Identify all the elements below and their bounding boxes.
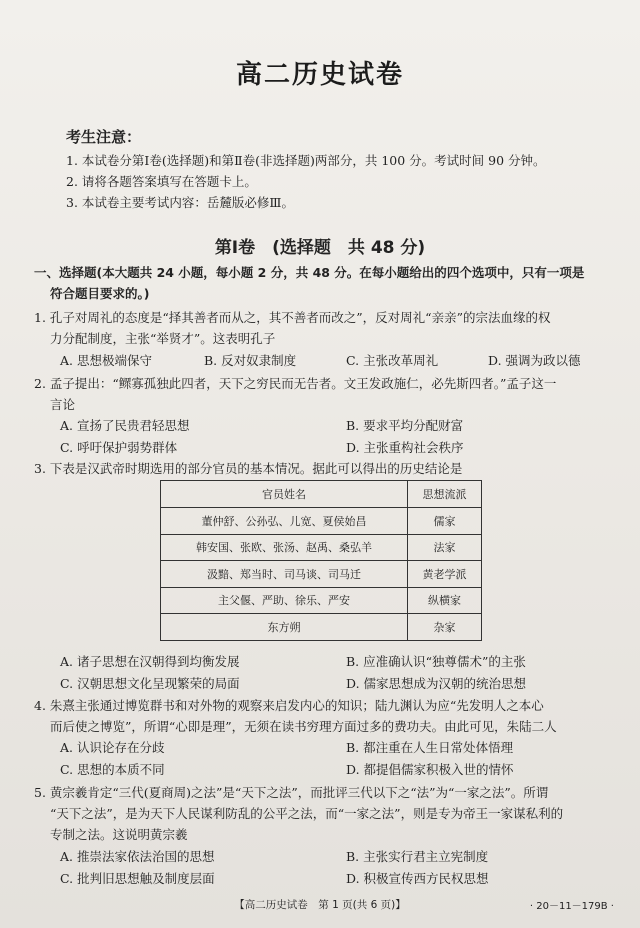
question-2-option-d: D. 主张重构社会秩序 [346, 440, 464, 455]
part1-title: 第Ⅰ卷 (选择题 共 48 分) [214, 238, 426, 258]
notice-item-3: 3. 本试卷主要考试内容：岳麓版必修Ⅲ。 [66, 195, 294, 210]
table-row [161, 587, 482, 614]
question-5-stem: 5. 黄宗羲肯定“三代(夏商周)之法”是“天下之法”，而批评三代以下之“法”为“一家之法”。所谓 [34, 785, 549, 800]
table-row [161, 534, 482, 561]
table-header-row [161, 481, 482, 508]
question-3-stem: 3. 下表是汉武帝时期选用的部分官员的基本情况。据此可以得出的历史结论是 [34, 461, 463, 476]
question-5-stem-cont-2: 专制之法。这说明黄宗羲 [50, 827, 188, 842]
question-4-stem-cont: 而后使之博览”，所谓“心即是理”，无须在读书穷理方面过多的费功夫。由此可见，朱陆二人 [50, 719, 557, 734]
table-header-name: 官员姓名 [161, 481, 408, 508]
table-cell-school: 法家 [408, 534, 482, 561]
question-2-option-c: C. 呼吁保护弱势群体 [60, 440, 178, 455]
notice-heading: 考生注意： [66, 128, 142, 146]
table-cell-school: 杂家 [408, 614, 482, 641]
section-instruction: 一、选择题(本大题共 24 小题，每小题 2 分，共 48 分。在每小题给出的四个选项中，只有一项是 [34, 265, 585, 280]
question-2-option-b: B. 要求平均分配财富 [346, 418, 464, 433]
notice-item-1: 1. 本试卷分第Ⅰ卷(选择题)和第Ⅱ卷(非选择题)两部分，共 100 分。考试时间 90 分钟。 [66, 153, 546, 168]
table-cell-names: 董仲舒、公孙弘、儿宽、夏侯始昌 [161, 508, 408, 535]
question-1-stem-cont: 力分配制度，主张“举贤才”。这表明孔子 [50, 331, 276, 346]
table-row [161, 561, 482, 588]
question-4-stem: 4. 朱熹主张通过博览群书和对外物的观察来启发内心的知识；陆九渊认为应“先发明人之本心 [34, 698, 544, 713]
table-cell-school: 纵横家 [408, 587, 482, 614]
question-4-option-d: D. 都提倡儒家积极入世的情怀 [346, 762, 514, 777]
page-footer: 【高二历史试卷 第 1 页(共 6 页)】 [234, 899, 406, 911]
question-1-option-c: C. 主张改革周礼 [346, 353, 439, 368]
section-instruction-cont: 符合题目要求的。) [50, 286, 150, 301]
question-1-option-d: D. 强调为政以德 [488, 353, 581, 368]
question-5-option-c: C. 批判旧思想触及制度层面 [60, 871, 215, 886]
exam-title: 高二历史试卷 [235, 60, 404, 90]
question-1-stem: 1. 孔子对周礼的态度是“择其善者而从之，其不善者而改之”，反对周礼“亲亲”的宗法血缘的权 [34, 310, 551, 325]
question-5-stem-cont: “天下之法”，是为天下人民谋利防乱的公平之法，而“一家之法”，则是专为帝王一家谋私利的 [50, 806, 564, 821]
question-5-option-d: D. 积极宣传西方民权思想 [346, 871, 489, 886]
question-4-option-b: B. 都注重在人生日常处体悟理 [346, 740, 514, 755]
table-cell-school: 黄老学派 [408, 561, 482, 588]
officials-table [160, 480, 482, 641]
exam-code: · 20－11－179B · [529, 901, 614, 912]
question-3-option-d: D. 儒家思想成为汉朝的统治思想 [346, 676, 527, 691]
question-2-stem: 2. 孟子提出：“鳏寡孤独此四者，天下之穷民而无告者。文王发政施仁，必先斯四者。”孟子这一 [34, 376, 557, 391]
question-1-option-b: B. 反对奴隶制度 [204, 353, 297, 368]
question-3-option-b: B. 应准确认识“独尊儒术”的主张 [346, 654, 526, 669]
table-cell-names: 主父偃、严助、徐乐、严安 [161, 587, 408, 614]
question-5-option-b: B. 主张实行君主立宪制度 [346, 849, 489, 864]
table-header-school: 思想流派 [408, 481, 482, 508]
question-3-option-a: A. 诸子思想在汉朝得到均衡发展 [60, 654, 240, 669]
table-row [161, 614, 482, 641]
table-row [161, 508, 482, 535]
question-4-option-c: C. 思想的本质不同 [60, 762, 165, 777]
notice-item-2: 2. 请将各题答案填写在答题卡上。 [66, 174, 257, 189]
table-cell-names: 韩安国、张欧、张汤、赵禹、桑弘羊 [161, 534, 408, 561]
question-5-option-a: A. 推崇法家依法治国的思想 [60, 849, 215, 864]
table-cell-school: 儒家 [408, 508, 482, 535]
question-3-option-c: C. 汉朝思想文化呈现繁荣的局面 [60, 676, 240, 691]
question-4-option-a: A. 认识论存在分歧 [60, 740, 165, 755]
table-cell-names: 汲黯、郑当时、司马谈、司马迁 [161, 561, 408, 588]
table-cell-names: 东方朔 [161, 614, 408, 641]
question-2-stem-cont: 言论 [50, 397, 76, 412]
question-1-option-a: A. 思想极端保守 [60, 353, 152, 368]
question-2-option-a: A. 宣扬了民贵君轻思想 [60, 418, 190, 433]
